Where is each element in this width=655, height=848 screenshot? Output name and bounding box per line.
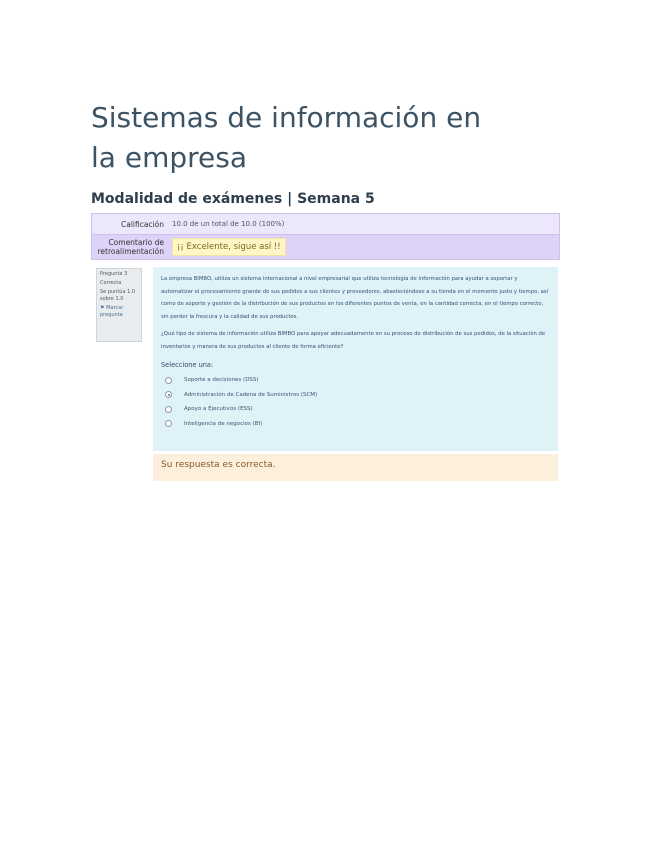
question-paragraph: La empresa BIMBO, utiliza un sistema internacional a nivel empresarial que utiliza tecnología de información para ayudar a soportar y automatizar el procesamiento grande de sus pedidos a sus clientes y proveedores, abasteciéndose a su tienda en el momento justo y tiempo, así como de soporte y gestión de la distribución de sus productos en los diferentes puntos de venta, en la cantidad correcta, en el tiempo correcto, sin perder la frescura y la calidad de sus productos. xyxy=(161,276,549,320)
question-paragraph: ¿Qué tipo de sistema de información utiliza BIMBO para apoyar adecuadamente en su proceso de distribución de sus pedidos, de la situación de inventarios y manera de sus productos al cliente de forma eficiente? xyxy=(161,331,546,350)
flag-icon: ⚑ xyxy=(100,305,105,311)
question-info-panel xyxy=(96,268,142,342)
radio-button[interactable] xyxy=(165,406,172,413)
page-subtitle: Modalidad de exámenes | Semana 5 xyxy=(91,191,375,207)
feedback-label: Comentario de retroalimentación xyxy=(97,238,164,256)
grade-row xyxy=(92,214,559,234)
answer-list xyxy=(161,373,550,431)
answer-label: Soporte a decisiones (DSS) xyxy=(184,377,259,384)
answer-label: Inteligencia de negocios (BI) xyxy=(184,420,263,427)
answer-prompt: Seleccione una: xyxy=(161,361,214,369)
question-text xyxy=(161,273,550,353)
radio-button[interactable] xyxy=(165,420,172,427)
quiz-summary-table xyxy=(91,213,560,260)
answer-option[interactable] xyxy=(161,373,550,388)
feedback-value: ¡¡ Excelente, sigue así !! xyxy=(172,238,286,256)
outcome-feedback: Su respuesta es correcta. xyxy=(153,454,558,481)
question-mark: Se puntúa 1.0 sobre 1.0 xyxy=(100,289,136,302)
question-state: Correcta xyxy=(100,280,122,286)
answer-label: Administración de Cadena de Suministros (SCM) xyxy=(184,391,318,398)
grade-value: 10.0 de un total de 10.0 (100%) xyxy=(172,220,285,228)
selected-dot xyxy=(168,394,170,396)
answer-option[interactable] xyxy=(161,417,550,432)
answer-label: Apoyo a Ejecutivos (ESS) xyxy=(184,406,253,413)
flag-question-button[interactable] xyxy=(100,305,138,319)
radio-button-selected[interactable] xyxy=(165,391,172,398)
page-title: Sistemas de información en la empresa xyxy=(91,101,482,174)
answer-option[interactable] xyxy=(161,388,550,403)
flag-question-label: Marcar pregunta xyxy=(100,305,124,318)
question-box xyxy=(153,267,558,451)
question-number: Pregunta 3 xyxy=(100,271,128,277)
answer-option[interactable] xyxy=(161,402,550,417)
feedback-row xyxy=(92,234,559,259)
radio-button[interactable] xyxy=(165,377,172,384)
grade-label: Calificación xyxy=(121,219,164,229)
